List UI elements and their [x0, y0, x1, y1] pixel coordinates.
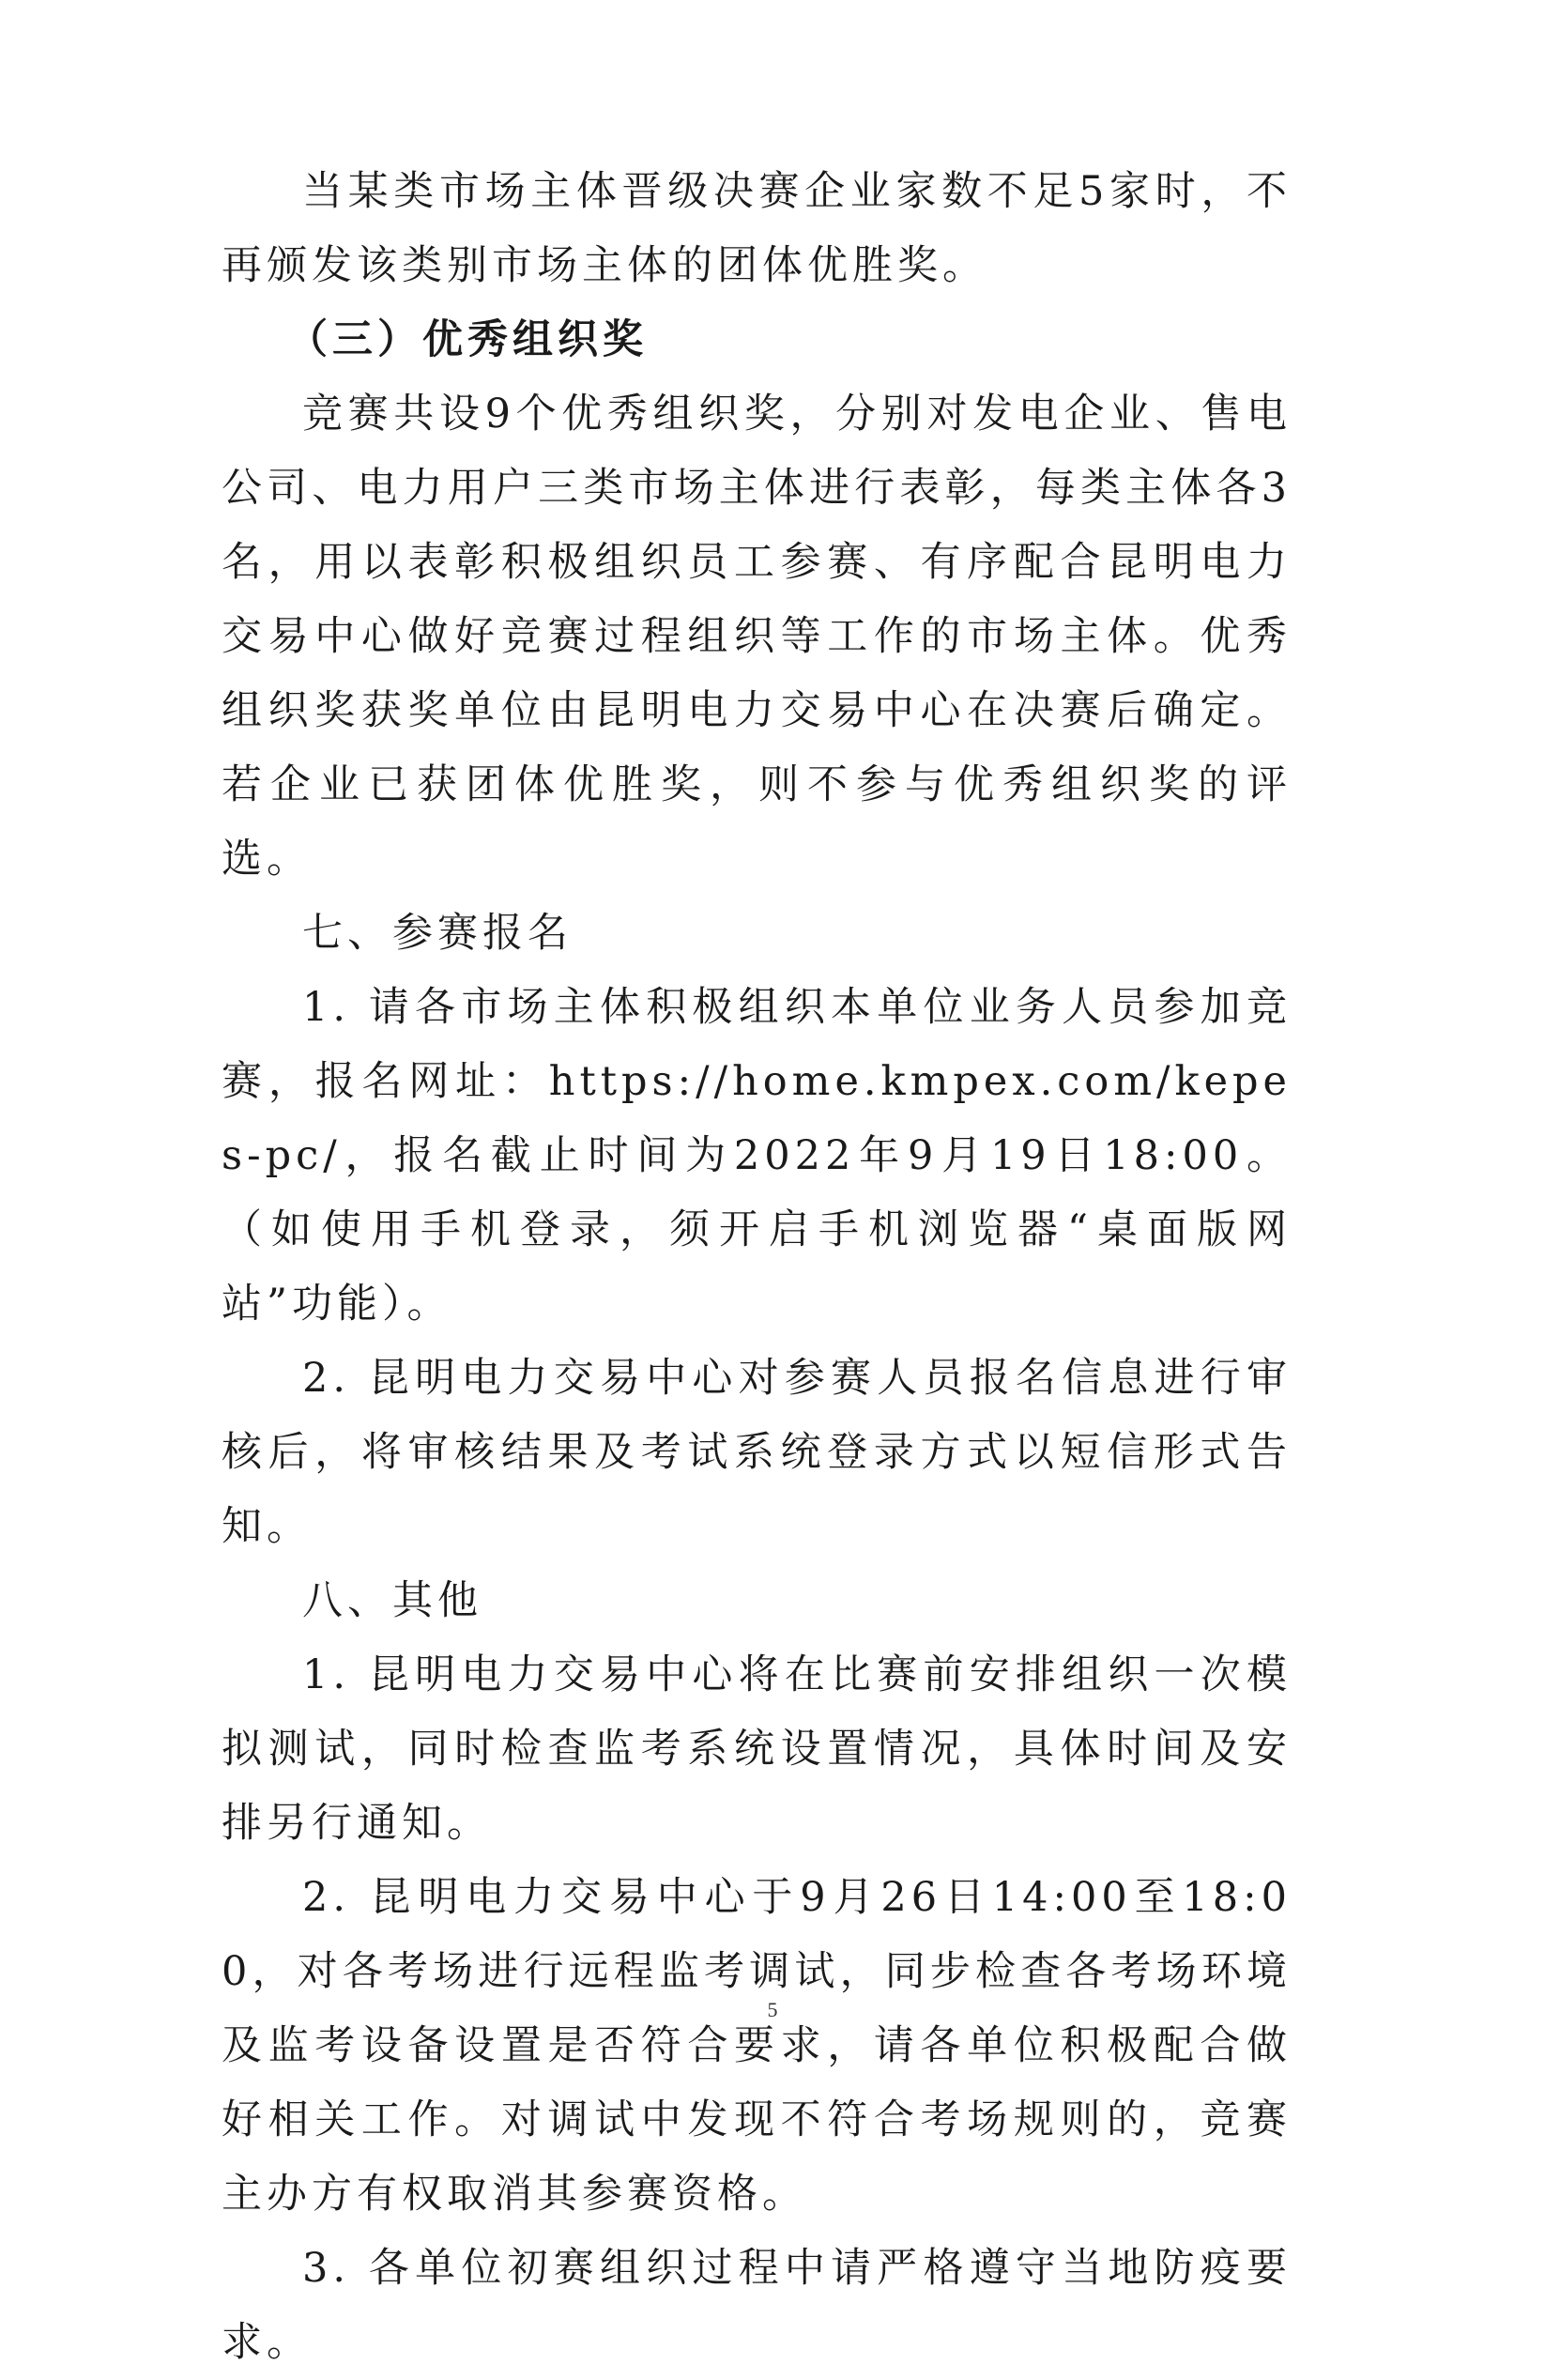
paragraph-other-2: 2. 昆明电力交易中心于9月26日14:00至18:00，对各考场进行远程监考调试，同步检查各考场环境及监考设备设置是否符合要求，请各单位积极配合做好相关工作。对调试中发现不符合考场规则的，竞赛主办方有权取消其参赛资格。: [222, 1874, 1292, 2218]
paragraph-excellent-organization-award: 竞赛共设9个优秀组织奖，分别对发电企业、售电公司、电力用户三类市场主体进行表彰，每类主体各3名，用以表彰积极组织员工参赛、有序配合昆明电力交易中心做好竞赛过程组织等工作的市场主体。优秀组织奖获奖单位由昆明电力交易中心在决赛后确定。若企业已获团体优胜奖，则不参与优秀组织奖的评选。: [222, 391, 1292, 883]
paragraph-other-1: 1. 昆明电力交易中心将在比赛前安排组织一次模拟测试，同时检查监考系统设置情况，具体时间及安排另行通知。: [222, 1651, 1292, 1847]
heading-other: 八、其他: [302, 1577, 482, 1624]
paragraph-other-3: 3. 各单位初赛组织过程中请严格遵守当地防疫要求。: [222, 2245, 1292, 2366]
subheading-excellent-organization-award: （三）优秀组织奖: [287, 316, 648, 363]
document-body: [222, 155, 1292, 2380]
paragraph-registration-1: 1. 请各市场主体积极组织本单位业务人员参加竞赛，报名网址：https://home.kmpex.com/kepes-pc/，报名截止时间为2022年9月19日18:00。（如使用手机登录，须开启手机浏览器“桌面版网站”功能）。: [222, 984, 1292, 1328]
paragraph-team-award-condition: 当某类市场主体晋级决赛企业家数不足5家时，不再颁发该类别市场主体的团体优胜奖。: [222, 168, 1292, 289]
page-number: 5: [767, 1998, 778, 2021]
heading-registration: 七、参赛报名: [302, 910, 573, 957]
paragraph-registration-2: 2. 昆明电力交易中心对参赛人员报名信息进行审核后，将审核结果及考试系统登录方式以短信形式告知。: [222, 1355, 1292, 1550]
